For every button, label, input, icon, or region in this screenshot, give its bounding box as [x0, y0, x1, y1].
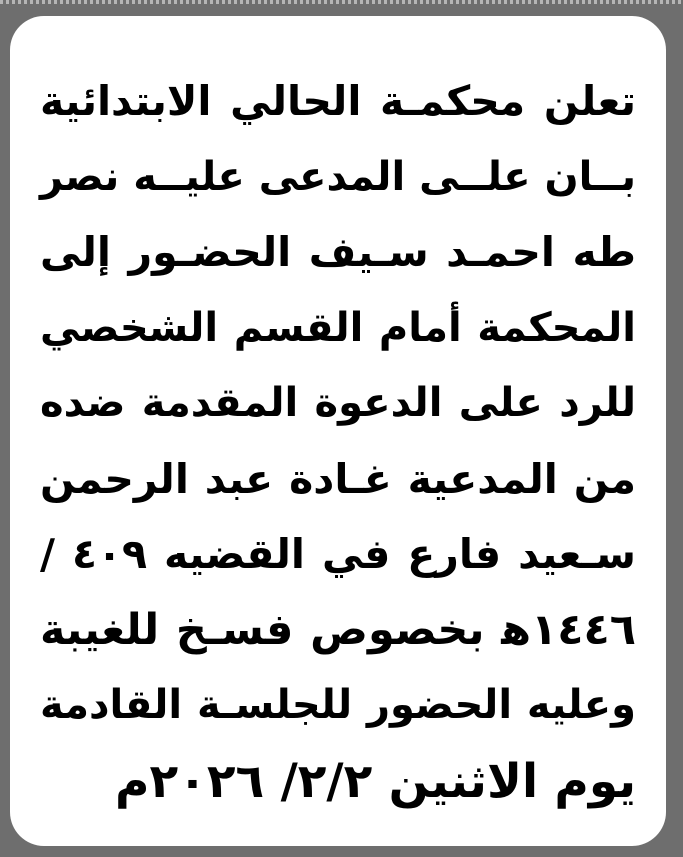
- notice-line-6: من المدعية غـادة عبد الرحمن: [40, 454, 636, 503]
- notice-line-8: ١٤٤٦ﻫ بخصوص فسـخ للغيبة: [40, 604, 636, 655]
- notice-line-9: وعليه الحضور للجلسـة القادمة: [40, 682, 636, 728]
- notice-line-4: المحكمة أمام القسم الشخصي: [40, 304, 636, 351]
- top-border-strip: [0, 0, 683, 4]
- notice-line-1: تعلن محكمـة الحالي الابتدائية: [40, 77, 636, 125]
- notice-line-5: للرد على الدعوة المقدمة ضده: [40, 380, 636, 426]
- notice-body: [40, 64, 636, 819]
- notice-line-3: طه احمـد سـيف الحضـور إلى: [40, 228, 636, 276]
- notice-line-10: يوم الاثنين ٢/٢/ ٢٠٢٦م: [115, 753, 636, 809]
- notice-line-7: سـعيد فارع في القضيه ٤٠٩ /: [40, 530, 636, 578]
- notice-card: [10, 16, 666, 846]
- notice-line-2: بــان علــى المدعى عليــه نصر: [39, 153, 636, 200]
